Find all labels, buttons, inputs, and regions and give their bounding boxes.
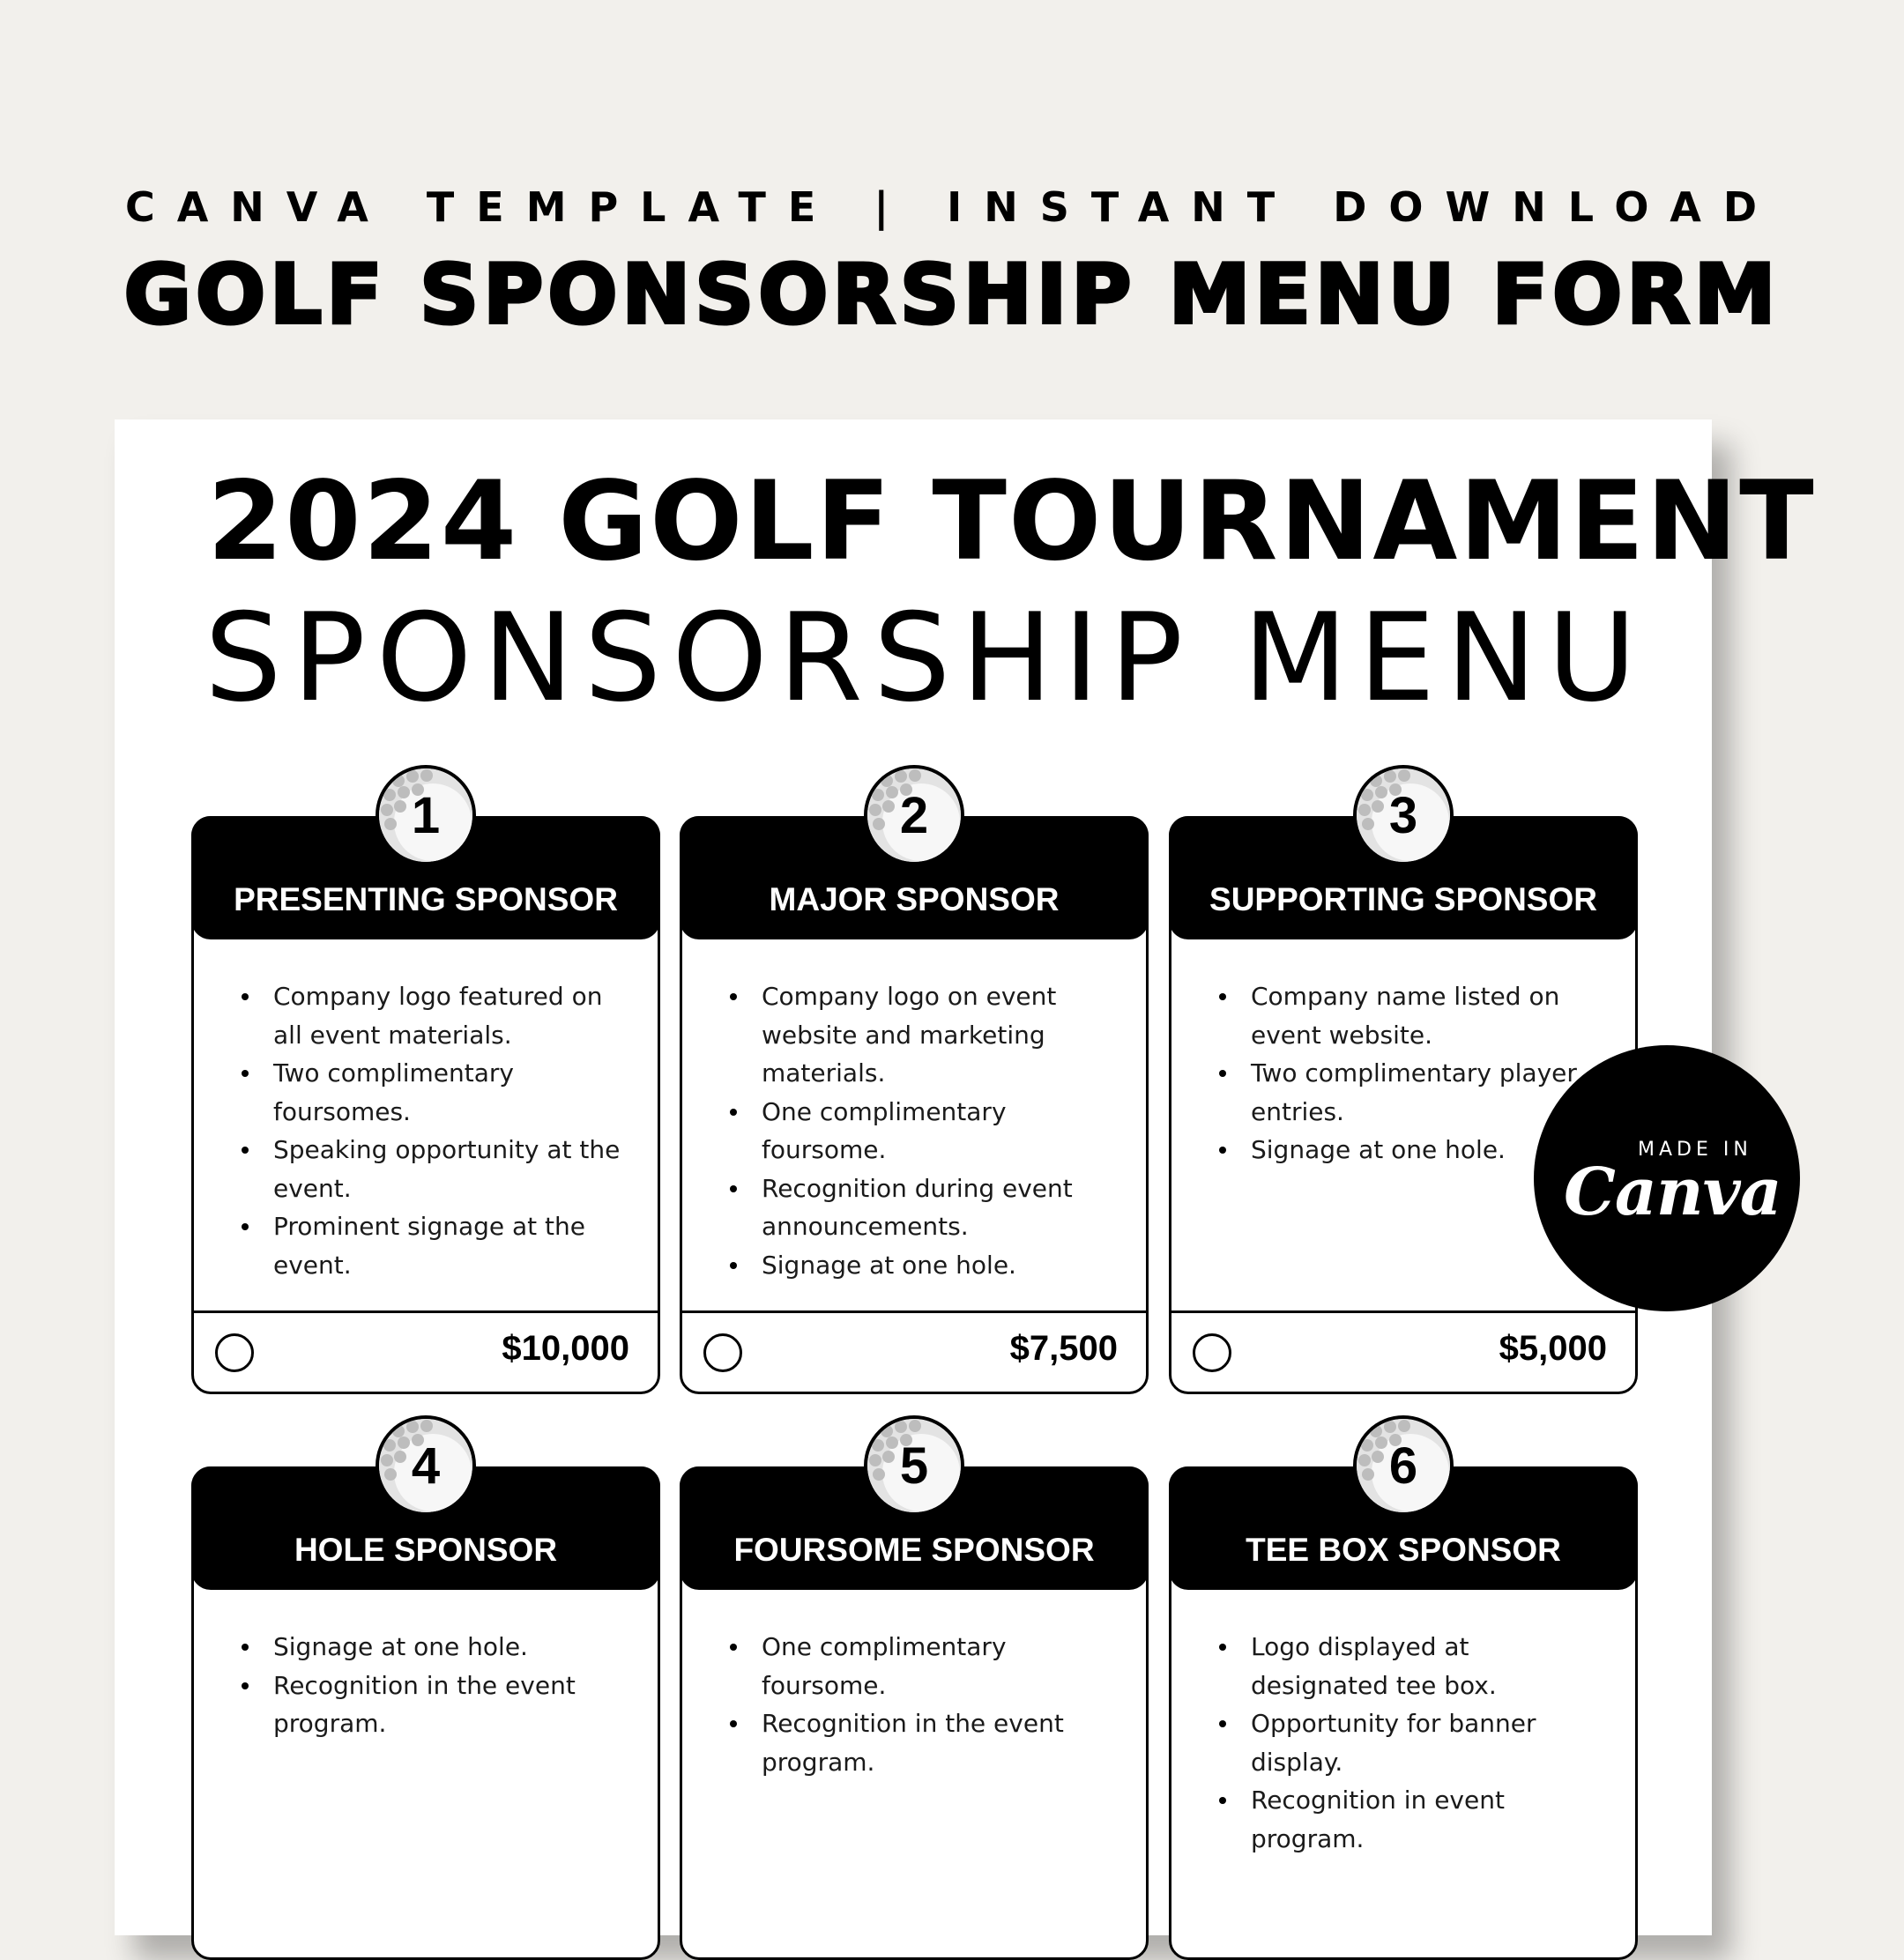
benefit-item: Prominent signage at the event. — [240, 1207, 628, 1284]
benefit-item: Recognition in the event program. — [728, 1704, 1116, 1781]
benefit-item: Opportunity for banner display. — [1217, 1704, 1605, 1781]
benefit-item: One complimentary foursome. — [728, 1093, 1116, 1169]
benefit-list — [240, 977, 628, 1284]
golf-ball-icon — [376, 1415, 476, 1516]
canva-logo: Canva — [1564, 1154, 1781, 1230]
tier-card-4 — [191, 1466, 660, 1960]
select-radio[interactable] — [703, 1333, 742, 1372]
tier-number: 1 — [411, 786, 441, 844]
benefit-item: Recognition in event program. — [1217, 1781, 1605, 1858]
golf-ball-icon — [864, 765, 964, 865]
tier-number: 2 — [899, 786, 929, 844]
benefit-item: Company name listed on event website. — [1217, 977, 1605, 1054]
benefit-item: Two complimentary foursomes. — [240, 1054, 628, 1131]
tier-number: 4 — [411, 1437, 441, 1495]
tier-card-1 — [191, 816, 660, 1394]
golf-ball-icon — [1353, 765, 1454, 865]
tier-name: TEE BOX SPONSOR — [1246, 1532, 1561, 1568]
tier-card-6 — [1169, 1466, 1638, 1960]
made-in-canva-badge — [1534, 1045, 1800, 1311]
golf-ball-icon — [864, 1415, 964, 1516]
tier-price: $5,000 — [1499, 1329, 1607, 1368]
tier-name: PRESENTING SPONSOR — [234, 881, 618, 917]
tier-footer — [194, 1310, 658, 1392]
tier-name: MAJOR SPONSOR — [769, 881, 1060, 917]
tier-number: 5 — [899, 1437, 929, 1495]
tier-price: $10,000 — [502, 1329, 629, 1368]
benefit-list — [1217, 1628, 1605, 1858]
banner-title: GOLF SPONSORSHIP MENU FORM — [123, 247, 1781, 342]
tier-card-2 — [680, 816, 1149, 1394]
golf-ball-icon — [376, 765, 476, 865]
benefit-item: Recognition during event announcements. — [728, 1169, 1116, 1246]
banner-subtitle: CANVA TEMPLATE | INSTANT DOWNLOAD — [124, 183, 1780, 231]
golf-ball-icon — [1353, 1415, 1454, 1516]
benefit-item: Signage at one hole. — [728, 1246, 1116, 1285]
tier-price: $7,500 — [1009, 1329, 1118, 1368]
benefit-item: Two complimentary player entries. — [1217, 1054, 1605, 1131]
benefit-list — [728, 1628, 1116, 1781]
tier-name: HOLE SPONSOR — [294, 1532, 558, 1568]
benefit-item: Company logo on event website and marketing materials. — [728, 977, 1116, 1093]
tier-number: 6 — [1388, 1437, 1418, 1495]
tier-name: FOURSOME SPONSOR — [733, 1532, 1095, 1568]
document-title-line1: 2024 GOLF TOURNAMENT — [207, 458, 1816, 585]
select-radio[interactable] — [215, 1333, 254, 1372]
benefit-item: Company logo featured on all event materials. — [240, 977, 628, 1054]
tier-card-5 — [680, 1466, 1149, 1960]
tier-footer — [1171, 1310, 1635, 1392]
document-title-line2: SPONSORSHIP MENU — [205, 587, 1647, 729]
tier-footer — [682, 1310, 1146, 1392]
benefit-item: Recognition in the event program. — [240, 1667, 628, 1743]
benefit-item: One complimentary foursome. — [728, 1628, 1116, 1704]
tier-number: 3 — [1388, 786, 1418, 844]
benefit-list — [240, 1628, 628, 1743]
benefit-item: Signage at one hole. — [240, 1628, 628, 1667]
benefit-item: Speaking opportunity at the event. — [240, 1131, 628, 1207]
made-in-label: MADE IN — [1638, 1139, 1752, 1161]
benefit-item: Logo displayed at designated tee box. — [1217, 1628, 1605, 1704]
benefit-list — [728, 977, 1116, 1284]
tier-name: SUPPORTING SPONSOR — [1209, 881, 1597, 917]
benefit-item: Signage at one hole. — [1217, 1131, 1605, 1169]
select-radio[interactable] — [1193, 1333, 1231, 1372]
